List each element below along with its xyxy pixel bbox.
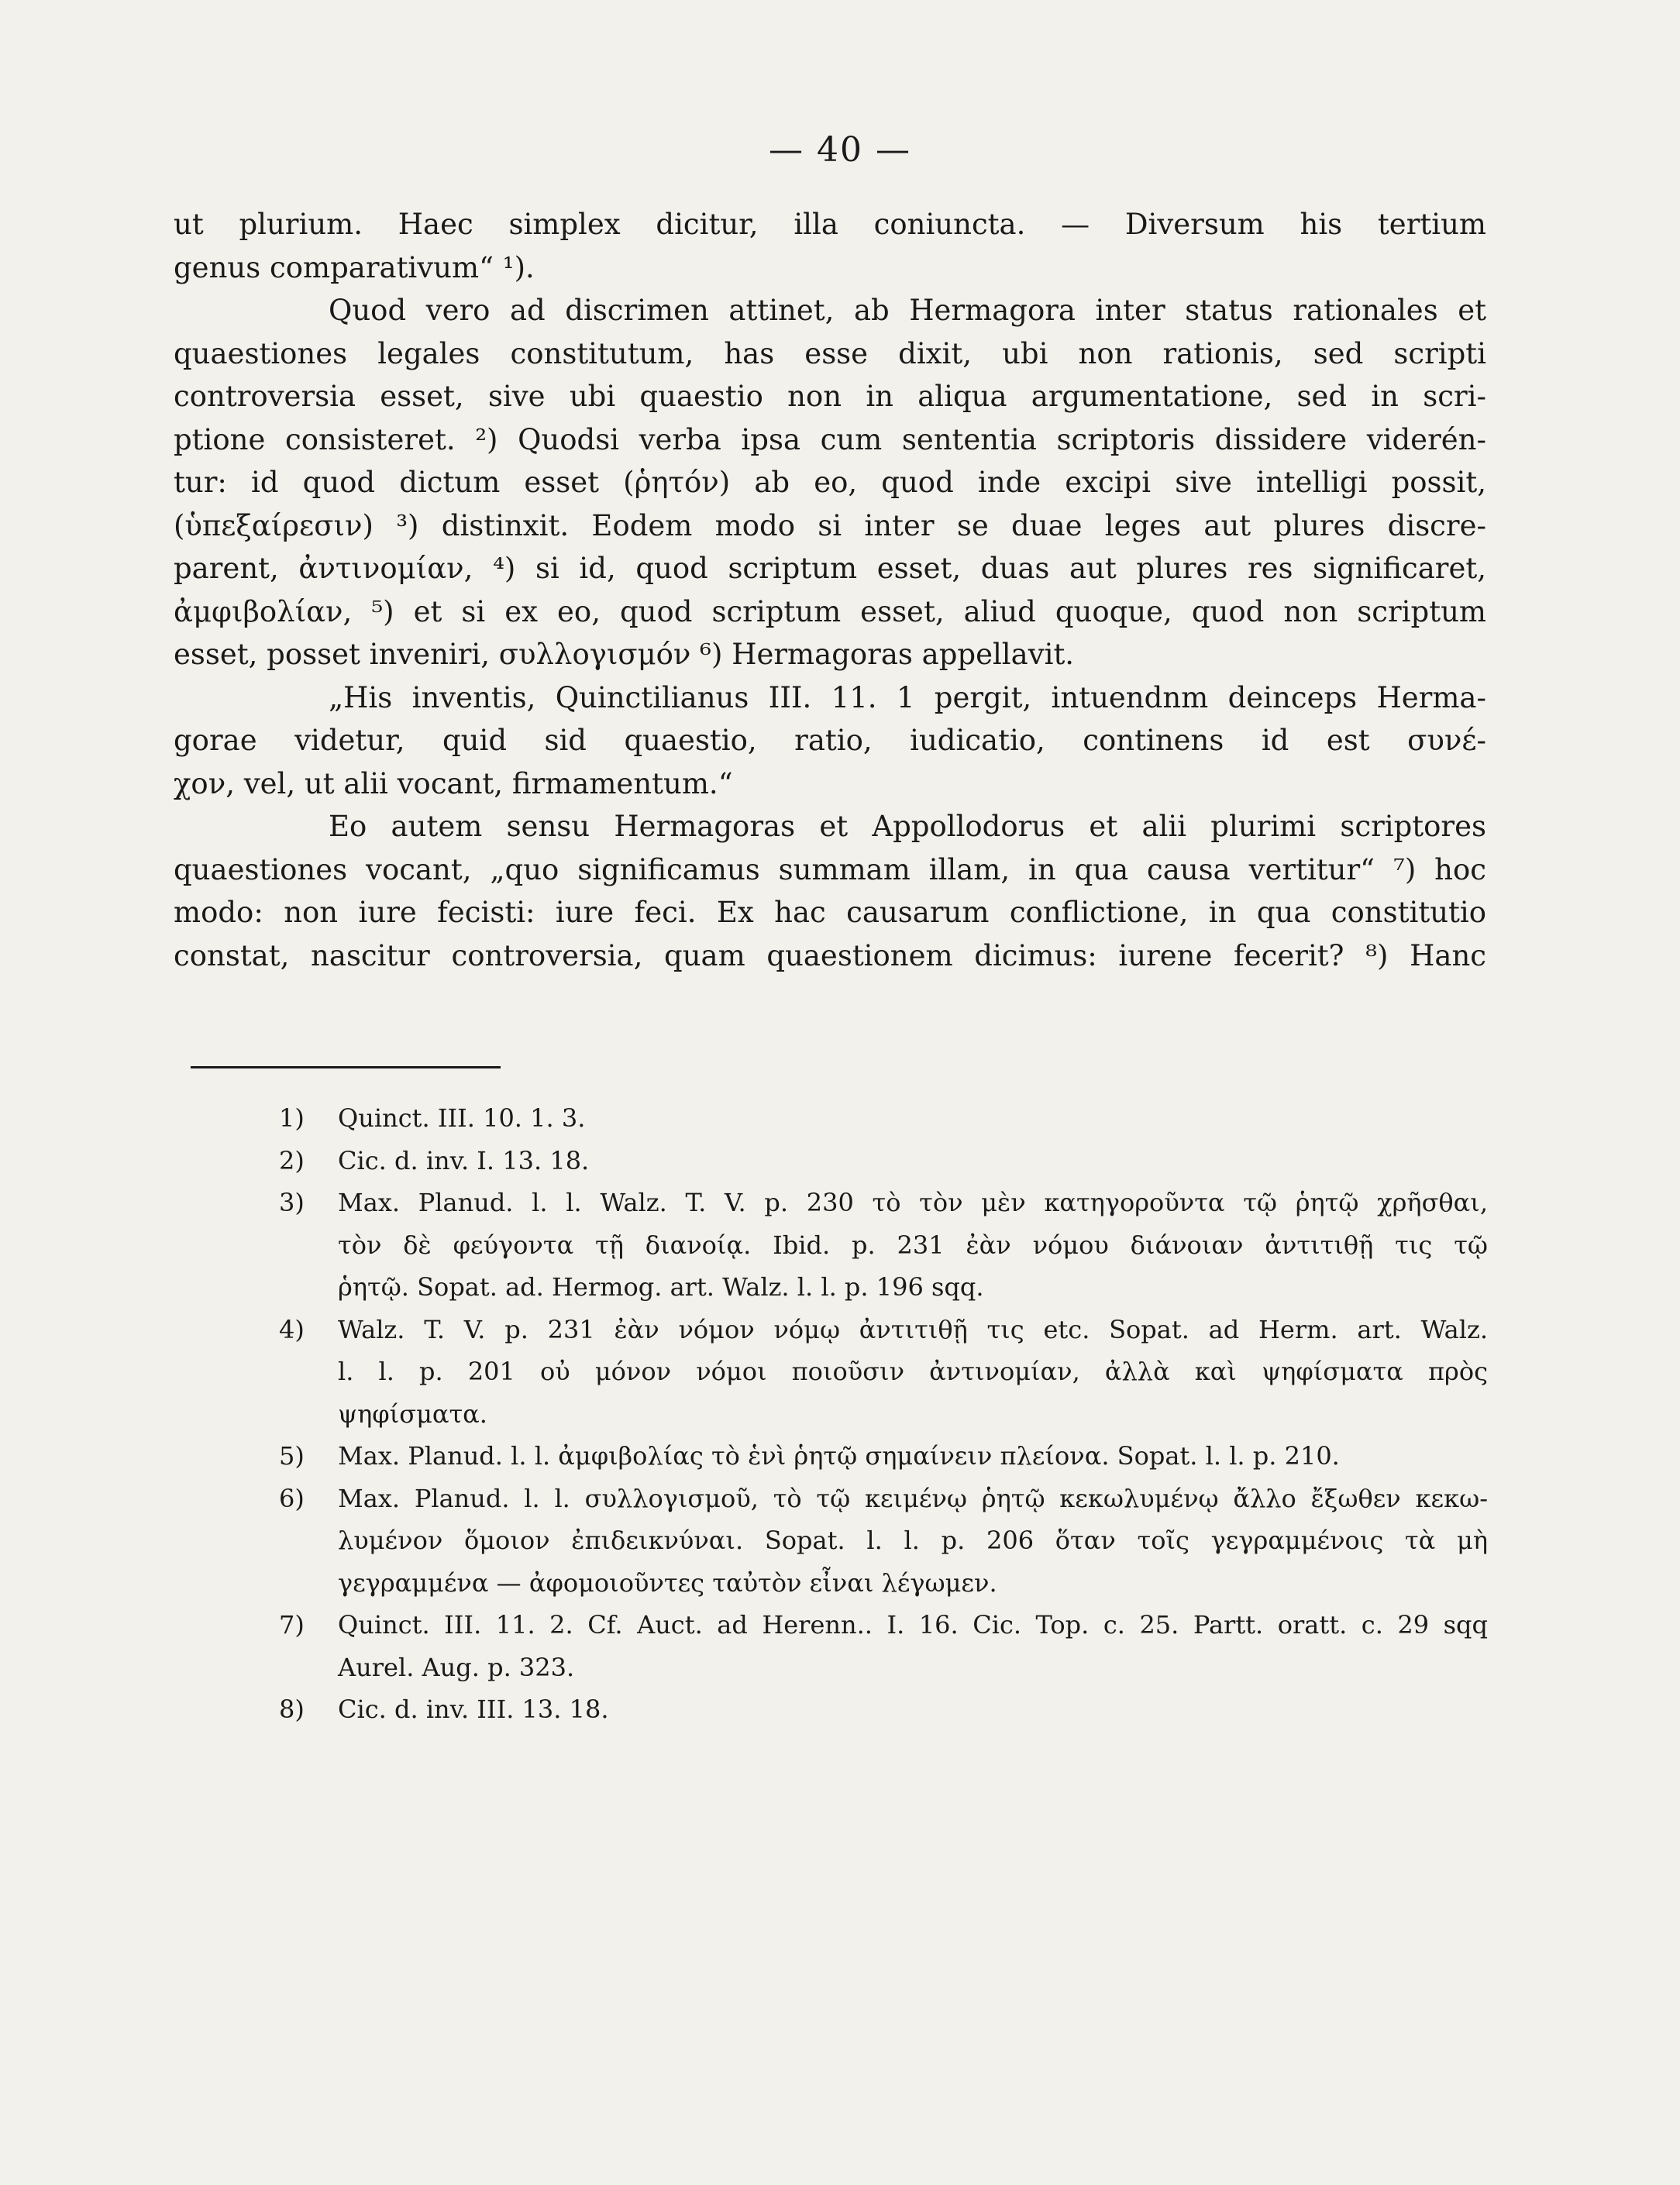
body-line: parent, ἀντινομίαν, ⁴) si id, quod scriptum esset, duas aut plures res significaret, bbox=[174, 552, 1486, 585]
footnote-divider bbox=[191, 1066, 501, 1068]
footnote-number: 1) bbox=[279, 1103, 305, 1133]
footnote-line bbox=[279, 1435, 1488, 1478]
footnote-number: 5) bbox=[279, 1441, 305, 1471]
footnote-line bbox=[279, 1309, 1488, 1351]
footnote-line bbox=[279, 1097, 1488, 1140]
footnote-text: Cic. d. inv. III. 13. 18. bbox=[338, 1695, 609, 1724]
body-line: (ὑπεξαίρεσιν) ³) distinxit. Eodem modo si inter se duae leges aut plures discre- bbox=[174, 508, 1486, 542]
body-line: ut plurium. Haec simplex dicitur, illa coniuncta. — Diversum his tertium bbox=[174, 208, 1486, 241]
footnote-line: ῥητῷ. Sopat. ad. Hermog. art. Walz. l. l. p. 196 sqq. bbox=[338, 1272, 984, 1302]
footnote-text: Walz. T. V. p. 231 ἐὰν νόμον νόμῳ ἀντιτιθῇ τις etc. Sopat. ad Herm. art. Walz. bbox=[338, 1314, 1488, 1344]
footnote-line bbox=[279, 1140, 1488, 1182]
body-line: genus comparativum“ ¹). bbox=[174, 250, 535, 284]
footnotes bbox=[279, 1097, 1488, 1731]
footnote-number: 8) bbox=[279, 1695, 305, 1724]
body-line: modo: non iure fecisti: iure feci. Ex hac causarum conflictione, in qua constitutio bbox=[174, 896, 1486, 929]
body-line: quaestiones legales constitutum, has esse dixit, ubi non rationis, sed scripti bbox=[174, 336, 1486, 370]
footnote-number: 2) bbox=[279, 1145, 305, 1175]
footnote-line: ψηφίσματα. bbox=[338, 1399, 487, 1429]
footnote-text: Quinct. III. 10. 1. 3. bbox=[338, 1103, 586, 1133]
footnote-number: 4) bbox=[279, 1314, 305, 1344]
footnote-text: Max. Planud. l. l. συλλογισμοῦ, τὸ τῷ κειμένῳ ῥητῷ κεκωλυμένῳ ἄλλο ἔξωθεν κεκω- bbox=[338, 1483, 1488, 1513]
body-line: ptione consisteret. ²) Quodsi verba ipsa cum sententia scriptoris dissidere viderén- bbox=[174, 422, 1486, 456]
body-line: „His inventis, Quinctilianus III. 11. 1 pergit, intuendnm deinceps Herma- bbox=[329, 680, 1486, 714]
footnote-number: 7) bbox=[279, 1610, 305, 1640]
footnote-line bbox=[279, 1478, 1488, 1520]
footnote-text: Quinct. III. 11. 2. Cf. Auct. ad Herenn.. I. 16. Cic. Top. c. 25. Partt. oratt. c. 29 sqq bbox=[338, 1610, 1488, 1640]
footnote-line: l. l. p. 201 οὐ μόνον νόμοι ποιοῦσιν ἀντινομίαν, ἀλλὰ καὶ ψηφίσματα πρὸς bbox=[338, 1357, 1488, 1386]
footnote-line bbox=[279, 1182, 1488, 1224]
body-line: ἀμφιβολίαν, ⁵) et si ex eo, quod scriptum esset, aliud quoque, quod non scriptum bbox=[174, 594, 1486, 628]
page-number: — 40 — bbox=[769, 130, 911, 170]
body-line: gorae videtur, quid sid quaestio, ratio, iudicatio, continens id est συνέ- bbox=[174, 724, 1486, 757]
footnote-line bbox=[279, 1604, 1488, 1646]
footnote-line: τὸν δὲ φεύγοντα τῇ διανοίᾳ. Ibid. p. 231 ἐὰν νόμου διάνοιαν ἀντιτιθῇ τις τῷ bbox=[338, 1230, 1488, 1260]
footnote-number: 3) bbox=[279, 1188, 305, 1217]
body-line: χον, vel, ut alii vocant, firmamentum.“ bbox=[174, 766, 733, 800]
body-line: quaestiones vocant, „quo significamus summam illam, in qua causa vertitur“ ⁷) hoc bbox=[174, 852, 1486, 886]
body-line: Quod vero ad discrimen attinet, ab Hermagora inter status rationales et bbox=[329, 294, 1486, 327]
footnote-line bbox=[279, 1688, 1488, 1731]
footnote-text: Max. Planud. l. l. ἀμφιβολίας τὸ ἑνὶ ῥητῷ σημαίνειν πλείονα. Sopat. l. l. p. 210. bbox=[338, 1441, 1340, 1471]
footnote-text: Cic. d. inv. I. 13. 18. bbox=[338, 1145, 590, 1175]
body-line: esset, posset inveniri, συλλογισμόν ⁶) Hermagoras appellavit. bbox=[174, 638, 1075, 671]
footnote-text: Max. Planud. l. l. Walz. T. V. p. 230 τὸ τὸν μὲν κατηγοροῦντα τῷ ῥητῷ χρῆσθαι, bbox=[338, 1188, 1488, 1217]
body-line: tur: id quod dictum esset (ῥητόν) ab eo, quod inde excipi sive intelligi possit, bbox=[174, 466, 1486, 499]
body-line: constat, nascitur controversia, quam quaestionem dicimus: iurene fecerit? ⁸) Hanc bbox=[174, 938, 1486, 972]
body-text bbox=[174, 203, 1486, 977]
footnote-line: λυμένον ὅμοιον ἐπιδεικνύναι. Sopat. l. l. p. 206 ὅταν τοῖς γεγραμμένοις τὰ μὴ bbox=[338, 1526, 1488, 1555]
footnote-line: Aurel. Aug. p. 323. bbox=[338, 1652, 575, 1682]
footnote-line: γεγραμμένα — ἀφομοιοῦντες ταὐτὸν εἶναι λέγωμεν. bbox=[338, 1567, 997, 1598]
body-line: Eo autem sensu Hermagoras et Appollodorus et alii plurimi scriptores bbox=[329, 810, 1486, 843]
footnote-number: 6) bbox=[279, 1483, 305, 1513]
body-line: controversia esset, sive ubi quaestio non in aliqua argumentatione, sed in scri- bbox=[174, 380, 1486, 413]
